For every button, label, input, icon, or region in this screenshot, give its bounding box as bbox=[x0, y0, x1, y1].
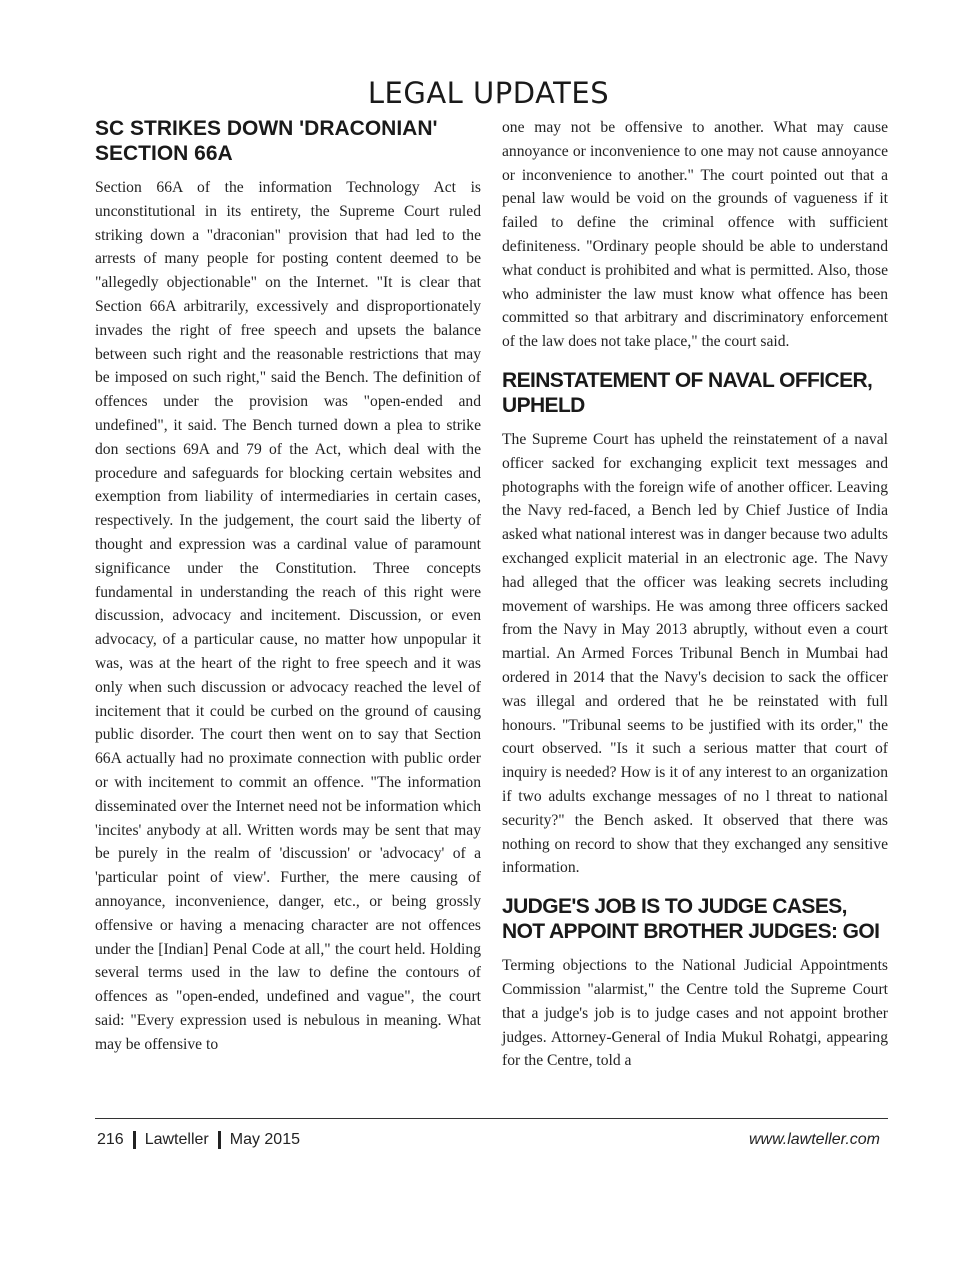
right-column bbox=[502, 116, 888, 1073]
article-continuation-section-66a: one may not be offensive to another. What may cause annoyance or inconvenience to one may not cause annoyance or inconvenience to another." The court pointed out that a penal law would be void on the grounds of vagueness if it failed to define the criminal offence with sufficient definiteness. "Ordinary people should be able to understand what conduct is prohibited and what is permitted. Also, those who administer the law must know what offence has been committed so that arbitrary and discriminatory enforcement of the law does not take place," the court said. bbox=[502, 119, 888, 351]
website-link[interactable]: www.lawteller.com bbox=[749, 1131, 880, 1148]
article-headline-section-66a: SC STRIKES DOWN 'DRACONIAN' SECTION 66A bbox=[95, 117, 438, 165]
issue-date: May 2015 bbox=[229, 1131, 300, 1148]
page-title: LEGAL UPDATES bbox=[367, 76, 610, 110]
article-body-judges: Terming objections to the National Judicial Appointments Commission "alarmist," the Centre told the Supreme Court that a judge's job is to judge cases and not appoint brother judges. Attorney-General of India Mukul Rohatgi, appearing for the Centre, told a bbox=[502, 957, 888, 1070]
footer-separator bbox=[218, 1131, 221, 1149]
publication-name: Lawteller bbox=[144, 1131, 209, 1148]
page-footer bbox=[95, 1131, 888, 1153]
footer-divider bbox=[95, 1118, 888, 1119]
article-headline-judges: JUDGE'S JOB IS TO JUDGE CASES, NOT APPOINT BROTHER JUDGES: GOI bbox=[502, 895, 880, 944]
article-headline-naval-officer: REINSTATEMENT OF NAVAL OFFICER, UPHELD bbox=[502, 368, 873, 417]
left-column bbox=[95, 116, 481, 1056]
page-number: 216 bbox=[97, 1131, 124, 1148]
article-body-naval-officer: The Supreme Court has upheld the reinstatement of a naval officer sacked for exchanging explicit text messages and photographs with the foreign wife of another officer. Leaving the Navy red-faced, a Bench led by Chief Justice of India asked what national interest was in danger because two adults exchanged explicit material in an electronic age. The Navy had alleged that the officer was leaking secrets including movement of warships. He was among three officers sacked from the Navy in May 2013 abruptly, without even a court martial. An Armed Forces Tribunal Bench in Mumbai had ordered in 2014 that the Navy's decision to sack the officer was illegal and ordered that he be reinstated with full honours. "Tribunal seems to be justified with its order," the court observed. "Is it such a serious matter that court of inquiry is needed? How is it of any interest to an organization if two adults exchange messages of no l threat to national security?" the Bench asked. It observed that there was nothing on record to show that they exchanged any sensitive information. bbox=[502, 430, 888, 877]
footer-separator bbox=[133, 1131, 136, 1149]
article-body-section-66a: Section 66A of the information Technology Act is unconstitutional in its entirety, the Supreme Court ruled striking down a "draconian" provision that had led to the arrests of many people for posting content deemed to be "allegedly objectionable" on the Internet. "It is clear that Section 66A arbitrarily, excessively and disproportionately invades the right of free speech and upsets the balance between such right and the reasonable restrictions that may be imposed on such right," said the Bench. The definition of offences under the provision was "open-ended and undefined", it said. The Bench turned down a plea to strike don sections 69A and 79 of the Act, which deal with the procedure and safeguards for blocking certain websites and exemption from liability of intermediaries in certain cases, respectively. In the judgement, the court said the liberty of thought and expression was a cardinal value of paramount significance under the Constitution. Three concepts fundamental in understanding the reach of this right were discussion, advocacy and incitement. Discussion, or even advocacy, of a particular cause, no matter how unpopular it was, was at the heart of the right to free speech and it was only when such discussion or advocacy reached the level of incitement that it could be curbed on the ground of causing public disorder. The court then went on to say that Section 66A actually had no proximate connection with public order or with incitement to commit an offence. "The information disseminated over the Internet need not be information which 'incites' anybody at all. Written words may be sent that may be purely in the realm of 'discussion' or 'advocacy' of a 'particular point of view'. Further, the mere causing of annoyance, inconvenience, danger, etc., or being grossly offensive or having a menacing character are not offences under the [Indian] Penal Code at all," the court held. Holding several terms used in the law to define the contours of offences as "open-ended, undefined and vague", the court said: "Every expression used is nebulous in meaning. What may be offensive to bbox=[95, 179, 481, 1053]
